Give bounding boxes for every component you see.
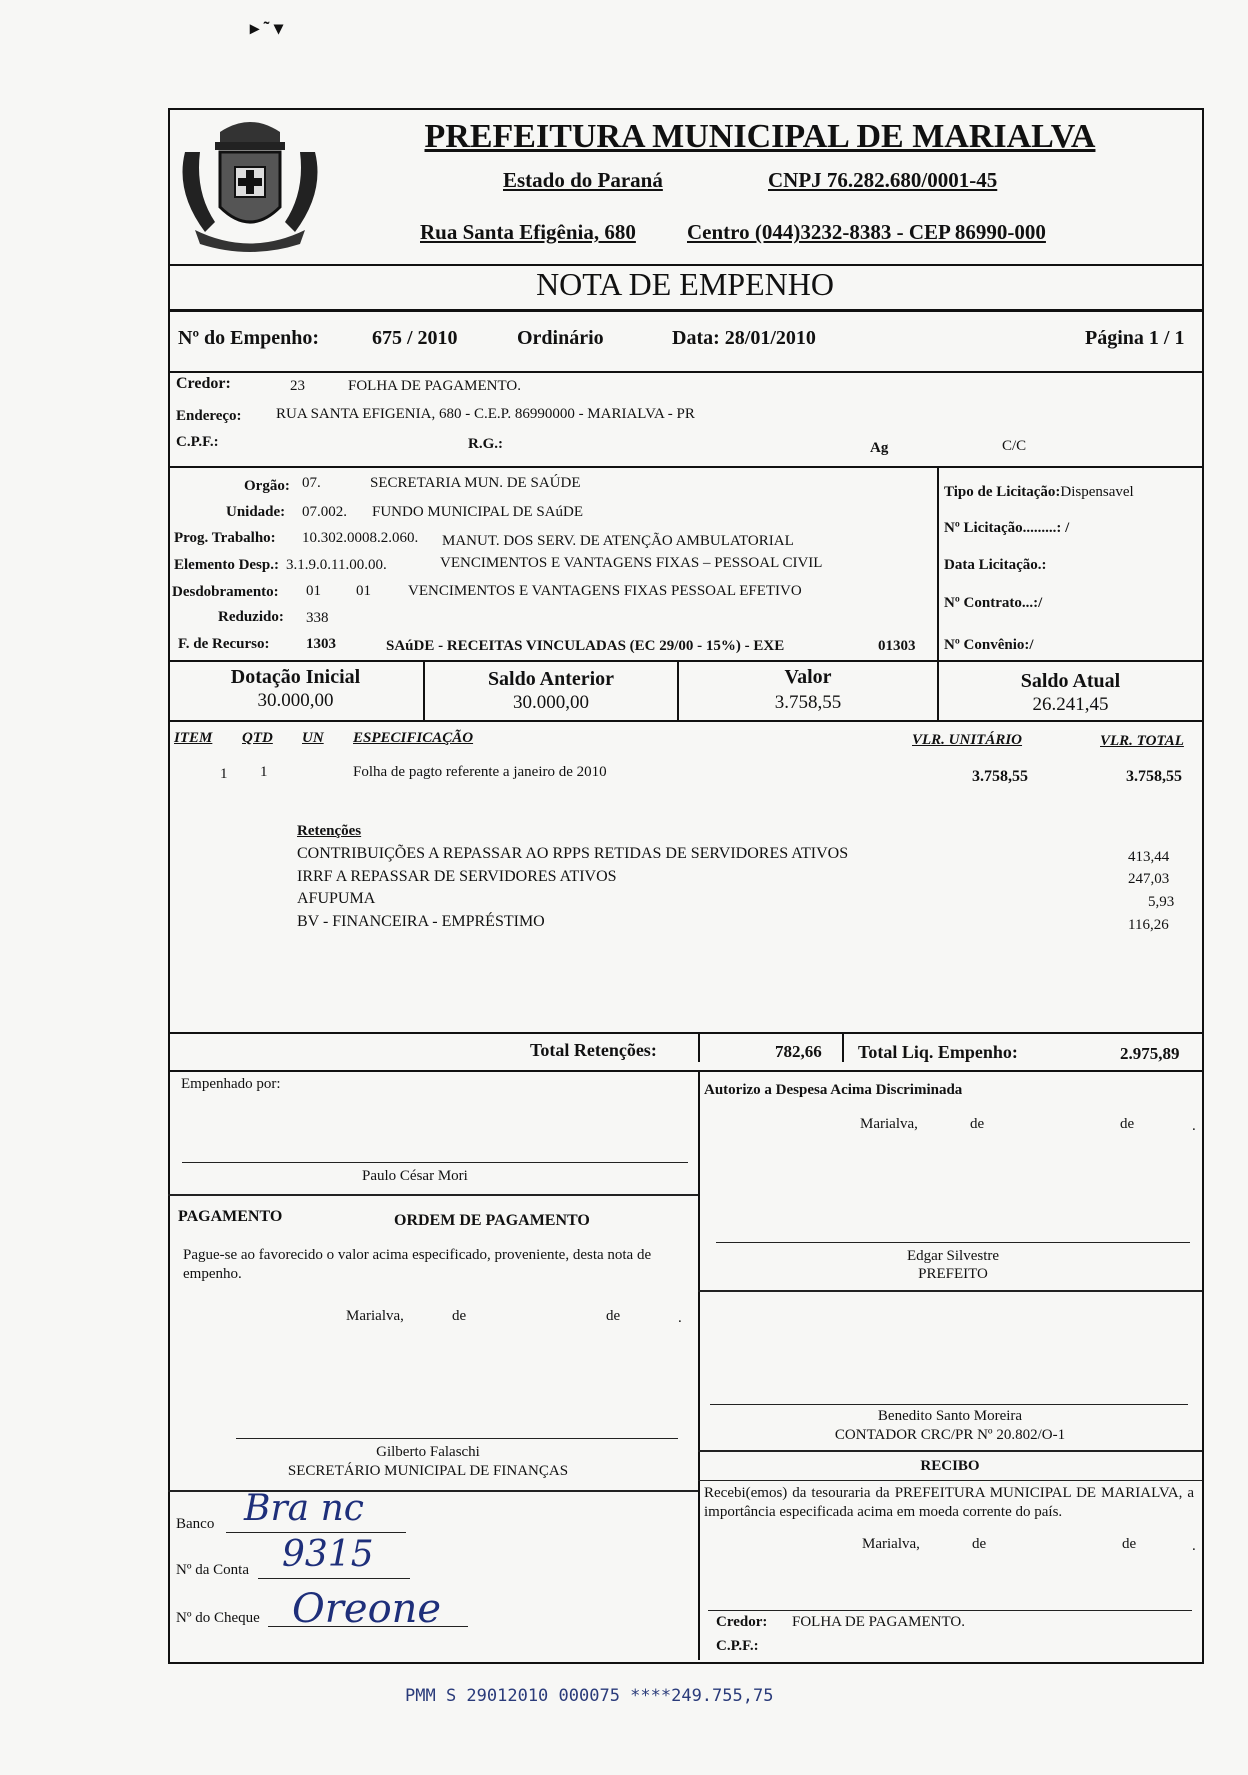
- prog-label: Prog. Trabalho:: [174, 530, 276, 546]
- recibo-dot: .: [1192, 1538, 1196, 1554]
- coat-of-arms-icon: [180, 112, 320, 260]
- credor-label: Credor:: [176, 375, 231, 392]
- empenho-type: Ordinário: [517, 327, 604, 349]
- total-retencoes-label: Total Retenções:: [530, 1040, 657, 1060]
- item-number: 1: [220, 766, 228, 782]
- banco-signature: Bra nc: [244, 1488, 364, 1529]
- recibo-title: RECIBO: [920, 1458, 980, 1474]
- licitacao-convenio: Nº Convênio:/: [944, 637, 1034, 653]
- top-marks: ▸ ˜ ▾: [250, 18, 284, 38]
- recibo-text: Recebi(emos) da tesouraria da PREFEITURA MUNICIPAL DE MARIALVA, a importância especificada acima em moeda corrente do país.: [704, 1485, 1194, 1520]
- recurso-name: SAúDE - RECEITAS VINCULADAS (EC 29/00 - 15%) - EXE: [386, 638, 785, 654]
- item-qtd: 1: [260, 764, 268, 780]
- elemento-label: Elemento Desp.:: [174, 557, 279, 573]
- empenhado-name: Paulo César Mori: [362, 1168, 468, 1184]
- retencao-desc: IRRF A REPASSAR DE SERVIDORES ATIVOS: [297, 868, 617, 885]
- valor-label: Valor: [784, 666, 832, 688]
- dotacao-value: 30.000,00: [257, 690, 334, 711]
- pagamento-label: PAGAMENTO: [178, 1208, 283, 1225]
- pagamento-de2: de: [606, 1308, 621, 1324]
- elemento-name: VENCIMENTOS E VANTAGENS FIXAS – PESSOAL CIVIL: [440, 555, 823, 571]
- autorizo-dot: .: [1192, 1118, 1196, 1134]
- col-un: UN: [302, 730, 324, 746]
- reduzido-code: 338: [306, 610, 329, 626]
- prefeito-name: Edgar Silvestre: [906, 1248, 1000, 1264]
- retencao-value: 247,03: [1128, 871, 1170, 887]
- autorizo-de2: de: [1120, 1116, 1135, 1132]
- recurso-label: F. de Recurso:: [178, 636, 270, 652]
- credor-code: 23: [290, 378, 305, 394]
- pagamento-city: Marialva,: [346, 1308, 404, 1324]
- retencao-value: 116,26: [1128, 917, 1169, 933]
- desdobramento-label: Desdobramento:: [172, 584, 279, 600]
- ordem-pagamento-title: ORDEM DE PAGAMENTO: [394, 1212, 590, 1229]
- recurso-code2: 01303: [878, 638, 916, 654]
- secretario-name: Gilberto Falaschi: [376, 1444, 480, 1460]
- prefeitura-title: PREFEITURA MUNICIPAL DE MARIALVA: [424, 118, 1096, 155]
- secretario-role: SECRETÁRIO MUNICIPAL DE FINANÇAS: [287, 1463, 569, 1479]
- contador-role: CONTADOR CRC/PR Nº 20.802/O-1: [834, 1427, 1066, 1443]
- retencao-desc: CONTRIBUIÇÕES A REPASSAR AO RPPS RETIDAS DE SERVIDORES ATIVOS: [297, 845, 849, 862]
- page-number: Página 1 / 1: [1085, 327, 1185, 349]
- total-retencoes-value: 782,66: [775, 1042, 822, 1061]
- recibo-credor-label: Credor:: [716, 1614, 768, 1630]
- autorizo-de1: de: [970, 1116, 985, 1132]
- doc-title: NOTA DE EMPENHO: [536, 266, 834, 302]
- atual-label: Saldo Atual: [1020, 670, 1121, 692]
- autorizo-title: Autorizo a Despesa Acima Discriminada: [704, 1082, 963, 1098]
- licitacao-numero: Nº Licitação.........: /: [944, 520, 1070, 536]
- prog-name: MANUT. DOS SERV. DE ATENÇÃO AMBULATORIAL: [442, 533, 794, 549]
- unidade-name: FUNDO MUNICIPAL DE SAúDE: [372, 504, 583, 520]
- valor-value: 3.758,55: [774, 692, 842, 713]
- cnpj: CNPJ 76.282.680/0001-45: [768, 168, 998, 192]
- contador-name: Benedito Santo Moreira: [877, 1408, 1023, 1424]
- recurso-code: 1303: [306, 636, 336, 652]
- empenho-date: Data: 28/01/2010: [672, 327, 816, 349]
- autorizo-city: Marialva,: [860, 1116, 918, 1132]
- item-unit: 3.758,55: [972, 768, 1028, 785]
- retencao-value: 5,93: [1148, 894, 1175, 910]
- empenho-number: 675 / 2010: [372, 327, 458, 349]
- prog-code: 10.302.0008.2.060.: [302, 530, 419, 546]
- licitacao-contrato: Nº Contrato...:/: [944, 595, 1043, 611]
- recibo-cpf-label: C.P.F.:: [716, 1638, 759, 1654]
- licitacao-tipo-label: Tipo de Licitação:: [944, 484, 1061, 500]
- recibo-credor-value: FOLHA DE PAGAMENTO.: [792, 1614, 965, 1630]
- anterior-label: Saldo Anterior: [487, 668, 615, 690]
- reduzido-label: Reduzido:: [218, 609, 284, 625]
- conta-value: 9315: [282, 1534, 374, 1575]
- conta-label: Nº da Conta: [176, 1562, 249, 1578]
- total-liq-label: Total Liq. Empenho:: [858, 1042, 1018, 1062]
- ag-label: Ag: [870, 440, 889, 456]
- dotacao-label: Dotação Inicial: [230, 666, 361, 688]
- address-rest: Centro (044)3232-8383 - CEP 86990-000: [687, 220, 1046, 244]
- pagamento-de1: de: [452, 1308, 467, 1324]
- empenho-label: Nº do Empenho:: [178, 327, 320, 349]
- retencao-value: 413,44: [1128, 849, 1170, 865]
- licitacao-tipo: [944, 484, 1134, 501]
- item-espec: Folha de pagto referente a janeiro de 2010: [353, 764, 607, 780]
- endereco-label: Endereço:: [176, 408, 242, 424]
- banco-label: Banco: [176, 1516, 215, 1532]
- unidade-label: Unidade:: [226, 504, 286, 520]
- recibo-de2: de: [1122, 1536, 1137, 1552]
- item-total: 3.758,55: [1126, 768, 1182, 785]
- estado: Estado do Paraná: [503, 168, 663, 192]
- pagamento-text: Pague-se ao favorecido o valor acima especificado, proveniente, desta nota de empenho.: [183, 1247, 652, 1282]
- col-item: ITEM: [174, 730, 213, 746]
- rg-label: R.G.:: [468, 436, 503, 452]
- prefeito-role: PREFEITO: [918, 1266, 988, 1282]
- cpf-label: C.P.F.:: [176, 434, 219, 450]
- cheque-value: Oreone: [292, 1586, 442, 1632]
- retencoes-title: Retenções: [297, 823, 362, 839]
- cheque-label: Nº do Cheque: [176, 1610, 260, 1626]
- orgao-label: Orgão:: [244, 478, 290, 494]
- desdobramento-code: 01: [306, 583, 321, 599]
- recibo-de1: de: [972, 1536, 987, 1552]
- cc-label: C/C: [1002, 438, 1027, 454]
- orgao-code: 07.: [302, 475, 321, 491]
- total-liq-value: 2.975,89: [1120, 1044, 1180, 1063]
- retencao-desc: BV - FINANCEIRA - EMPRÉSTIMO: [297, 913, 545, 930]
- orgao-name: SECRETARIA MUN. DE SAÚDE: [370, 475, 581, 491]
- licitacao-data: Data Licitação.:: [944, 557, 1047, 573]
- col-qtd: QTD: [242, 730, 273, 746]
- col-total: VLR. TOTAL: [1100, 733, 1184, 749]
- licitacao-tipo-value: Dispensavel: [1060, 484, 1134, 500]
- anterior-value: 30.000,00: [513, 692, 589, 713]
- desdobramento-name: VENCIMENTOS E VANTAGENS FIXAS PESSOAL EFETIVO: [408, 583, 802, 599]
- payment-stamp: PMM S 29012010 000075 ****249.755,75: [405, 1686, 774, 1706]
- desdobramento-code2: 01: [356, 583, 371, 599]
- coat-of-arms-logo: [180, 112, 320, 260]
- endereco: RUA SANTA EFIGENIA, 680 - C.E.P. 86990000 - MARIALVA - PR: [276, 406, 695, 422]
- credor-name: FOLHA DE PAGAMENTO.: [348, 378, 521, 394]
- atual-value: 26.241,45: [1032, 694, 1109, 715]
- recibo-city: Marialva,: [862, 1536, 920, 1552]
- street: Rua Santa Efigênia, 680: [420, 220, 636, 244]
- elemento-code: 3.1.9.0.11.00.00.: [286, 557, 387, 573]
- col-unit: VLR. UNITÁRIO: [912, 732, 1023, 748]
- unidade-code: 07.002.: [302, 504, 347, 520]
- retencao-desc: AFUPUMA: [297, 890, 376, 907]
- empenhado-label: Empenhado por:: [181, 1076, 281, 1092]
- col-espec: ESPECIFICAÇÃO: [353, 730, 474, 746]
- pagamento-dot: .: [678, 1310, 682, 1326]
